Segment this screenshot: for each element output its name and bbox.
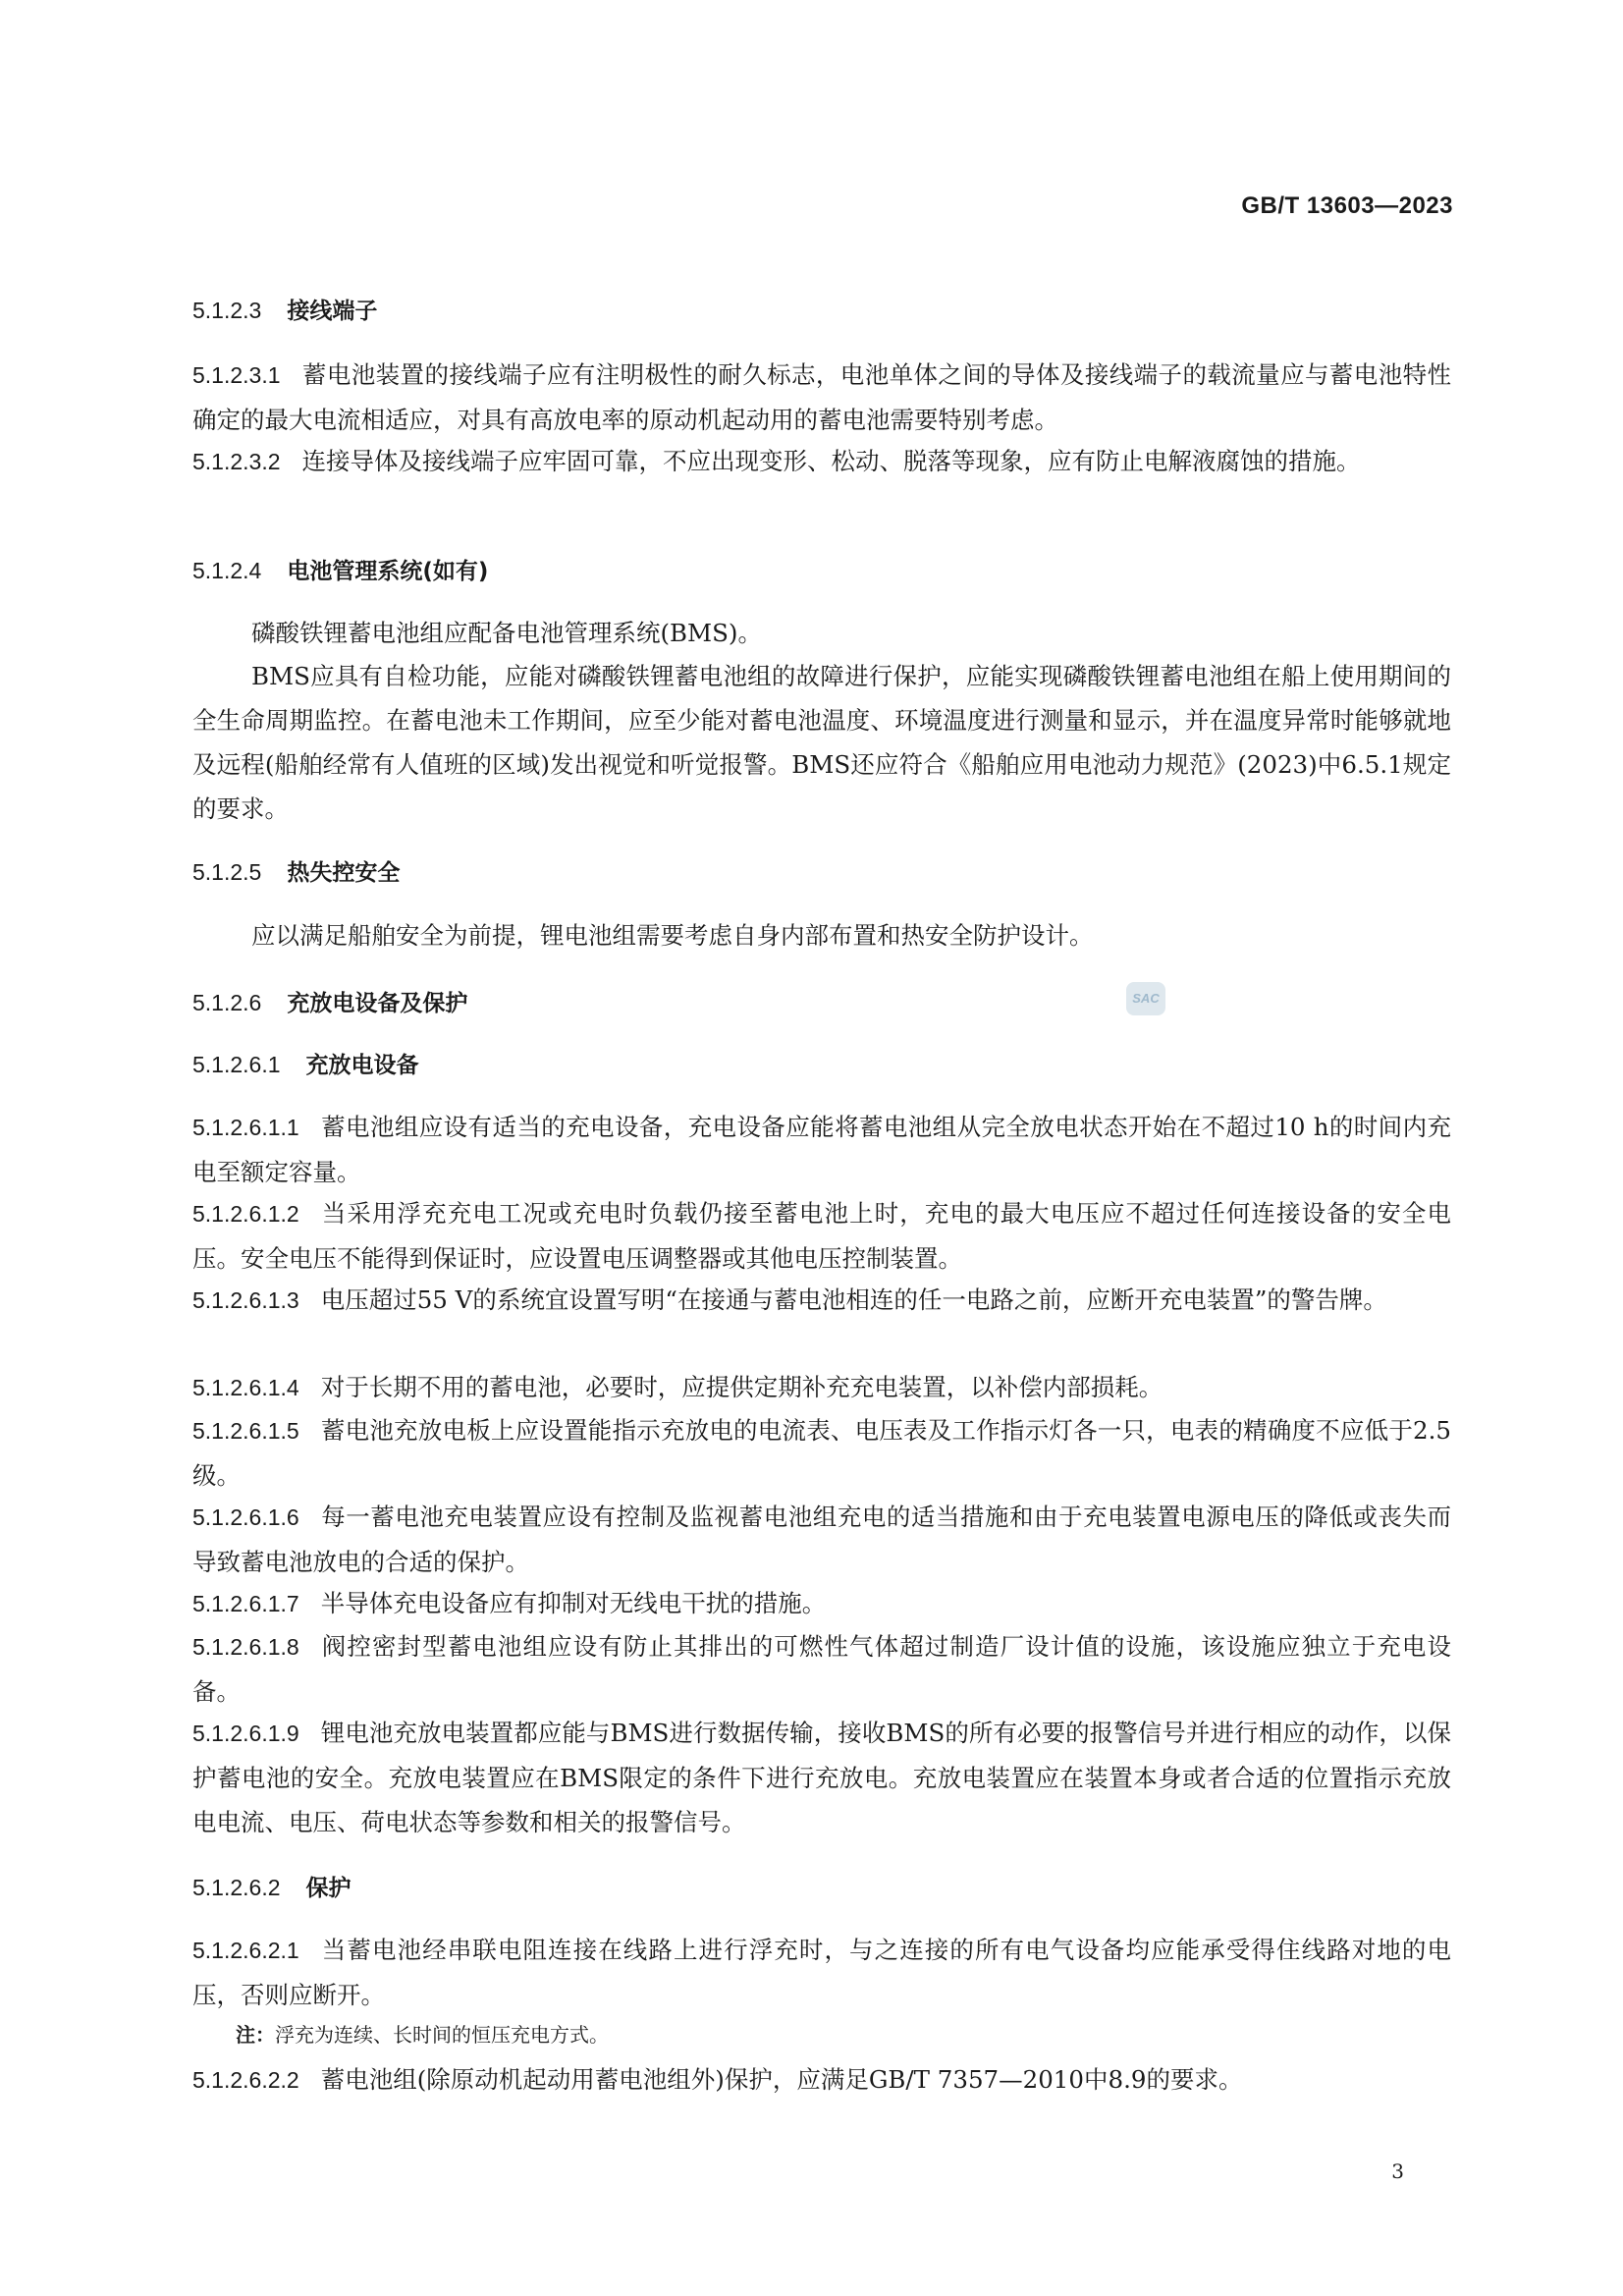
section-heading-5-1-2-5: 5.1.2.5 热失控安全 <box>192 859 401 886</box>
section-heading-5-1-2-6: 5.1.2.6 充放电设备及保护 <box>192 990 468 1016</box>
clause-5-1-2-6-1-9: 5.1.2.6.1.9 锂电池充放电装置都应能与BMS进行数据传输，接收BMS的所有必要的报警信号并进行相应的动作，以保护蓄电池的安全。充放电装置应在BMS限定的条件下进行充放电。充放电装置应在装置本身或者合适的位置指示充放电电流、电压、荷电状态等参数和相关的报警信号。 <box>192 1719 1451 1836</box>
standard-number: GB/T 13603—2023 <box>1241 192 1453 219</box>
paragraph-bms-functions: BMS应具有自检功能，应能对磷酸铁锂蓄电池组的故障进行保护，应能实现磷酸铁锂蓄电池组在船上使用期间的全生命周期监控。在蓄电池未工作期间，应至少能对蓄电池温度、环境温度进行测量和显示，并在温度异常时能够就地及远程(船舶经常有人值班的区域)发出视觉和听觉报警。BMS还应符合《船舶应用电池动力规范》(2023)中6.5.1规定的要求。 <box>192 662 1451 823</box>
clause-5-1-2-6-2-1: 5.1.2.6.2.1 当蓄电池经串联电阻连接在线路上进行浮充时，与之连接的所有电气设备均应能承受得住线路对地的电压，否则应断开。 <box>192 1936 1451 2009</box>
clause-5-1-2-6-1-4: 5.1.2.6.1.4 对于长期不用的蓄电池，必要时，应提供定期补充充电装置，以补偿内部损耗。 <box>192 1373 1163 1401</box>
clause-5-1-2-3-2: 5.1.2.3.2 连接导体及接线端子应牢固可靠，不应出现变形、松动、脱落等现象，应有防止电解液腐蚀的措施。 <box>192 447 1361 475</box>
page-number: 3 <box>1391 2159 1404 2183</box>
clause-5-1-2-6-1-8: 5.1.2.6.1.8 阀控密封型蓄电池组应设有防止其排出的可燃性气体超过制造厂设计值的设施，该设施应独立于充电设备。 <box>192 1632 1451 1706</box>
section-heading-5-1-2-4: 5.1.2.4 电池管理系统(如有) <box>192 558 489 584</box>
paragraph-thermal-runaway: 应以满足船舶安全为前提，锂电池组需要考虑自身内部布置和热安全防护设计。 <box>251 921 1094 950</box>
clause-5-1-2-6-1-5: 5.1.2.6.1.5 蓄电池充放电板上应设置能指示充放电的电流表、电压表及工作指示灯各一只，电表的精确度不应低于2.5级。 <box>192 1416 1451 1490</box>
clause-5-1-2-6-1-7: 5.1.2.6.1.7 半导体充电设备应有抑制对无线电干扰的措施。 <box>192 1589 827 1617</box>
clause-5-1-2-6-1-1: 5.1.2.6.1.1 蓄电池组应设有适当的充电设备，充电设备应能将蓄电池组从完全放电状态开始在不超过10 h的时间内充电至额定容量。 <box>192 1113 1451 1186</box>
sac-logo-icon: SAC <box>1126 982 1165 1015</box>
clause-5-1-2-6-2-2: 5.1.2.6.2.2 蓄电池组(除原动机起动用蓄电池组外)保护，应满足GB/T 7357—2010中8.9的要求。 <box>192 2065 1243 2094</box>
section-heading-5-1-2-3: 5.1.2.3 接线端子 <box>192 298 378 324</box>
clause-5-1-2-6-1-6: 5.1.2.6.1.6 每一蓄电池充电装置应设有控制及监视蓄电池组充电的适当措施和由于充电装置电源电压的降低或丧失而导致蓄电池放电的合适的保护。 <box>192 1503 1451 1576</box>
clause-5-1-2-6-1-3: 5.1.2.6.1.3 电压超过55 V的系统宜设置写明“在接通与蓄电池相连的任一电路之前，应断开充电装置”的警告牌。 <box>192 1285 1387 1314</box>
clause-5-1-2-6-1-2: 5.1.2.6.1.2 当采用浮充充电工况或充电时负载仍接至蓄电池上时，充电的最大电压应不超过任何连接设备的安全电压。安全电压不能得到保证时，应设置电压调整器或其他电压控制装置。 <box>192 1199 1451 1273</box>
clause-5-1-2-3-1: 5.1.2.3.1 蓄电池装置的接线端子应有注明极性的耐久标志，电池单体之间的导体及接线端子的载流量应与蓄电池特性确定的最大电流相适应，对具有高放电率的原动机起动用的蓄电池需要特别考虑。 <box>192 360 1451 434</box>
section-heading-5-1-2-6-1: 5.1.2.6.1 充放电设备 <box>192 1052 419 1078</box>
note: 注：浮充为连续、长时间的恒压充电方式。 <box>236 2023 609 2047</box>
section-heading-5-1-2-6-2: 5.1.2.6.2 保护 <box>192 1875 352 1901</box>
paragraph-bms-required: 磷酸铁锂蓄电池组应配备电池管理系统(BMS)。 <box>251 619 762 647</box>
